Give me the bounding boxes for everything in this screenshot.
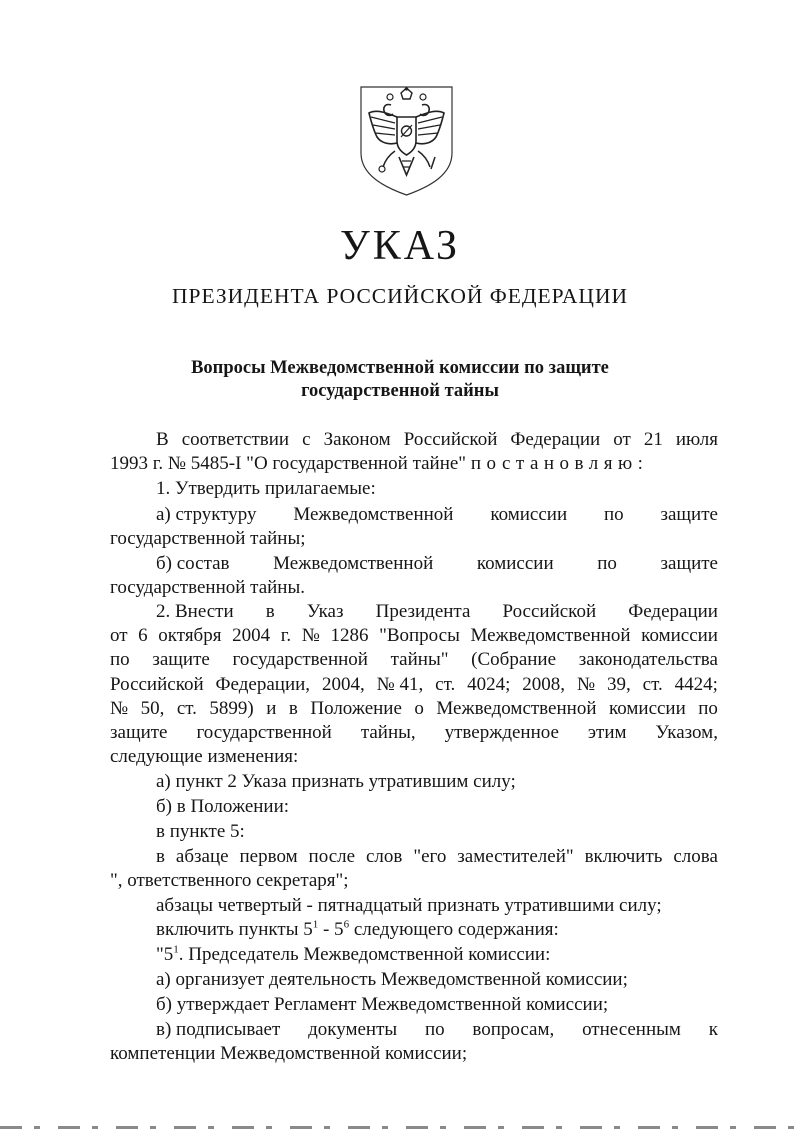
body-line: б) в Положении: [156,796,290,817]
body-line: а) пункт 2 Указа признать утратившим силу; [156,771,516,792]
body-line: а) структуру Межведомственной комиссии по защите [156,504,718,525]
body-line: "$5^1$. Председатель Межведомственной комиссии: [156,943,551,965]
body-line: № 50, ст. 5899) и в Положение о Межведомственной комиссии по [110,698,718,719]
body-line: в пункте 5: [156,821,245,842]
body-line: от 6 октября 2004 г. № 1286 "Вопросы Межведомственной комиссии [110,625,718,646]
document-issuer: ПРЕЗИДЕНТА РОССИЙСКОЙ ФЕДЕРАЦИИ [171,284,628,308]
heading-line: Вопросы Межведомственной комиссии по защите [191,358,609,378]
body-line: государственной тайны. [110,577,305,598]
decree-heading [0,357,800,403]
body-line: В соответствии с Законом Российской Федерации от 21 июля [156,429,718,450]
body-line: государственной тайны; [110,528,306,549]
body-line: 1993 г. № 5485-I "О государственной тайне" постановляю: [110,453,649,474]
body-line: ", ответственного секретаря"; [110,870,349,891]
body-line: включить пункты $5^1 - 5^6$ следующего содержания: [156,918,559,940]
body-line: следующие изменения: [110,746,299,767]
body-line: б) состав Межведомственной комиссии по защите [156,553,718,574]
document-title: УКАЗ [339,223,461,269]
body-line: Российской Федерации, 2004, № 41, ст. 4024; 2008, № 39, ст. 4424; [110,674,718,695]
coat-of-arms-icon [357,83,456,198]
body-line: в) подписывает документы по вопросам, отнесенным к [156,1019,718,1040]
body-line: абзацы четвертый - пятнадцатый признать утратившими силу; [156,895,662,916]
body-line: по защите государственной тайны" (Собрание законодательства [110,649,718,670]
body-line: компетенции Межведомственной комиссии; [110,1043,468,1064]
body-line: 2. Внести в Указ Президента Российской Федерации [156,601,718,622]
heading-line: государственной тайны [301,381,499,401]
body-line: а) организует деятельность Межведомственной комиссии; [156,969,628,990]
body-line: 1. Утвердить прилагаемые: [156,478,376,499]
body-line: б) утверждает Регламент Межведомственной комиссии; [156,994,609,1015]
scan-artifact [0,1126,800,1129]
body-line: в абзаце первом после слов "его заместителей" включить слова [156,846,718,867]
body-line: защите государственной тайны, утвержденное этим Указом, [110,722,718,743]
